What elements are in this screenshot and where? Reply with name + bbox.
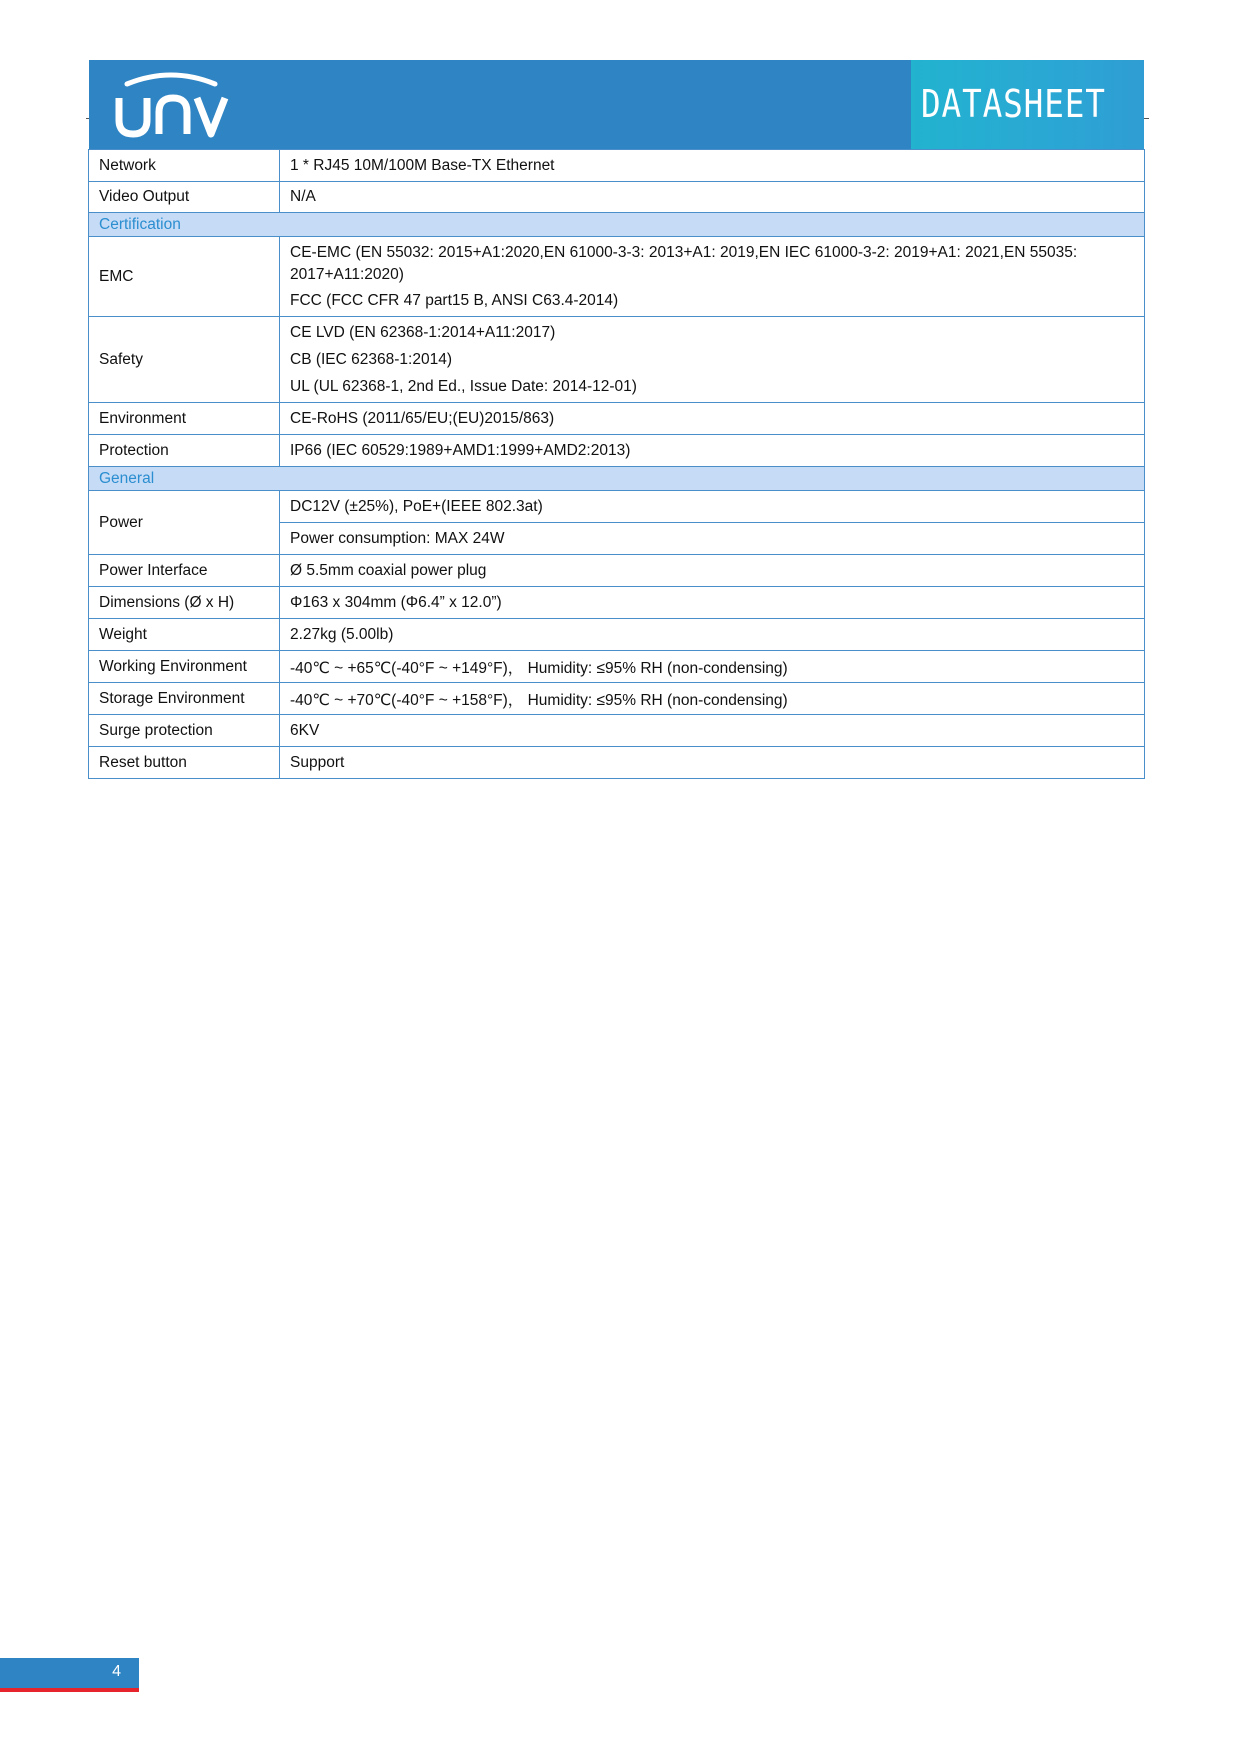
table-row xyxy=(89,747,1145,779)
table-row xyxy=(89,683,1145,715)
section-header-certification xyxy=(89,213,1145,237)
row-value: DC12V (±25%), PoE+(IEEE 802.3at) xyxy=(280,491,1145,523)
section-header-general xyxy=(89,467,1145,491)
table-row xyxy=(89,403,1145,435)
row-label: Network xyxy=(89,150,280,182)
row-label: Power xyxy=(89,491,280,555)
row-label: Power Interface xyxy=(89,555,280,587)
table-row xyxy=(89,182,1145,213)
page-number: 4 xyxy=(112,1663,121,1680)
row-label: Reset button xyxy=(89,747,280,779)
row-value: CE-RoHS (2011/65/EU;(EU)2015/863) xyxy=(280,403,1145,435)
table-row xyxy=(89,619,1145,651)
value-line: CB (IEC 62368-1:2014) xyxy=(290,350,452,368)
row-value: 2.27kg (5.00lb) xyxy=(280,619,1145,651)
value-line: CE-EMC (EN 55032: 2015+A1:2020,EN 61000-3-3: 2013+A1: 2019,EN IEC 61000-3-2: 2019+A1: 2021,EN 55035: xyxy=(290,243,1078,261)
table-row xyxy=(89,587,1145,619)
footer-red-line xyxy=(0,1688,139,1692)
row-label: Weight xyxy=(89,619,280,651)
section-title: Certification xyxy=(89,213,1145,237)
row-value xyxy=(280,237,1145,317)
row-value: Power consumption: MAX 24W xyxy=(280,523,1145,555)
row-value: IP66 (IEC 60529:1989+AMD1:1999+AMD2:2013) xyxy=(280,435,1145,467)
row-value: Support xyxy=(280,747,1145,779)
unv-logo xyxy=(107,70,237,140)
table-row xyxy=(89,715,1145,747)
row-value: N/A xyxy=(280,182,1145,213)
row-value: 6KV xyxy=(280,715,1145,747)
row-label: Protection xyxy=(89,435,280,467)
row-value: -40℃ ~ +65℃(-40°F ~ +149°F)， Humidity: ≤95% RH (non-condensing) xyxy=(280,651,1145,683)
section-title: General xyxy=(89,467,1145,491)
row-label: Surge protection xyxy=(89,715,280,747)
table-row xyxy=(89,317,1145,403)
value-line: FCC (FCC CFR 47 part15 B, ANSI C63.4-2014) xyxy=(290,291,619,309)
table-row xyxy=(89,651,1145,683)
spec-table xyxy=(88,149,1145,779)
row-label: Dimensions (Ø x H) xyxy=(89,587,280,619)
page-header xyxy=(89,60,1144,149)
table-row xyxy=(89,555,1145,587)
row-label: EMC xyxy=(89,237,280,317)
row-value xyxy=(280,317,1145,403)
row-value: Ø 5.5mm coaxial power plug xyxy=(280,555,1145,587)
table-row xyxy=(89,237,1145,317)
row-value: Φ163 x 304mm (Φ6.4” x 12.0”) xyxy=(280,587,1145,619)
row-label: Storage Environment xyxy=(89,683,280,715)
row-label: Environment xyxy=(89,403,280,435)
row-label: Safety xyxy=(89,317,280,403)
page-number-bar xyxy=(0,1658,139,1688)
value-line: CE LVD (EN 62368-1:2014+A11:2017) xyxy=(290,323,556,341)
value-line: UL (UL 62368-1, 2nd Ed., Issue Date: 2014-12-01) xyxy=(290,377,637,395)
table-row xyxy=(89,435,1145,467)
datasheet-banner xyxy=(911,60,1144,149)
table-row xyxy=(89,491,1145,523)
row-value: -40℃ ~ +70℃(-40°F ~ +158°F)， Humidity: ≤95% RH (non-condensing) xyxy=(280,683,1145,715)
table-row xyxy=(89,150,1145,182)
row-label: Working Environment xyxy=(89,651,280,683)
datasheet-label: DATASHEET xyxy=(921,82,1106,126)
row-value: 1 * RJ45 10M/100M Base-TX Ethernet xyxy=(280,150,1145,182)
value-line: 2017+A11:2020) xyxy=(290,265,404,283)
row-label: Video Output xyxy=(89,182,280,213)
